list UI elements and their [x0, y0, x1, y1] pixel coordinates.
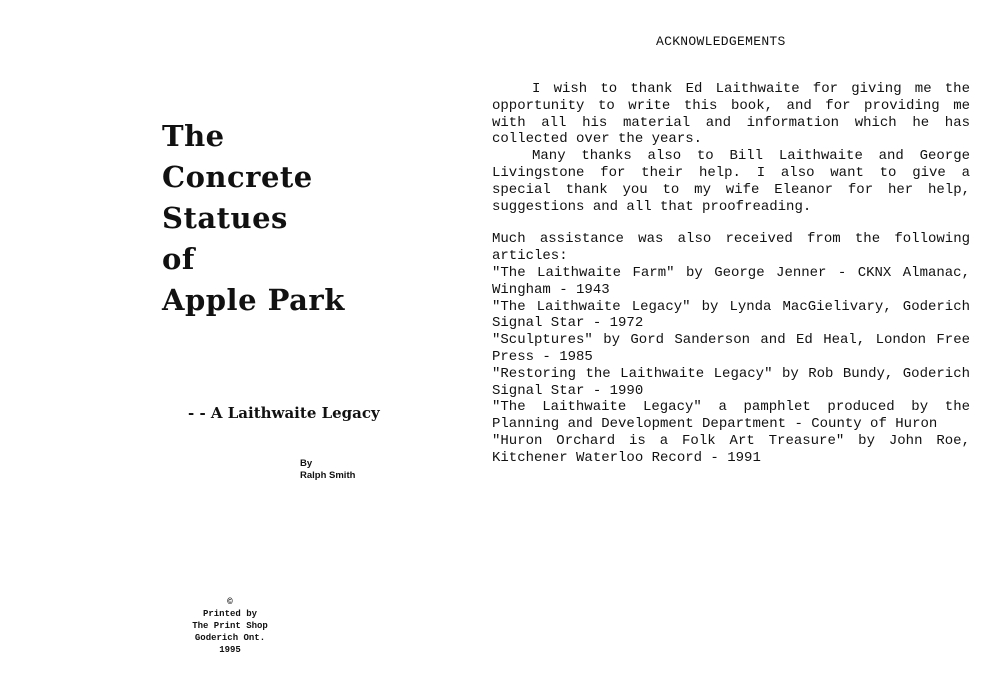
- title-line: Apple Park: [162, 283, 345, 317]
- article-citation: "Sculptures" by Gord Sanderson and Ed Heal, London Free Press - 1985: [492, 332, 970, 365]
- article-citation: "Huron Orchard is a Folk Art Treasure" by John Roe, Kitchener Waterloo Record - 1991: [492, 432, 970, 466]
- print-year: 1995: [219, 645, 241, 655]
- printed-by-label: Printed by: [202, 609, 257, 619]
- title-line: Concrete: [162, 160, 313, 194]
- cover-page: [0, 0, 470, 698]
- printer-name: The Print Shop: [192, 621, 268, 631]
- article-citation: "Restoring the Laithwaite Legacy" by Rob Bundy, Goderich Signal Star - 1990: [492, 365, 970, 399]
- book-subtitle: - - A Laithwaite Legacy: [188, 404, 380, 422]
- article-citation: "The Laithwaite Legacy" a pamphlet produced by the Planning and Development Department - County of Huron: [492, 399, 970, 433]
- thanks-paragraph: I wish to thank Ed Laithwaite for giving me the opportunity to write this book, and for providing me with all his material and information which he has collected over the years.: [492, 81, 970, 148]
- acknowledgements-body: [492, 81, 970, 467]
- author-name: Ralph Smith: [300, 470, 356, 481]
- printer-location: Goderich Ont.: [194, 633, 266, 643]
- title-line: The: [162, 119, 225, 153]
- title-line: Statues: [162, 201, 288, 235]
- author-byline: [300, 458, 355, 482]
- by-label: By: [300, 458, 313, 469]
- acknowledgements-page: [470, 0, 1000, 698]
- article-citation: "The Laithwaite Farm" by George Jenner - CKNX Almanac, Wingham - 1943: [492, 264, 970, 298]
- book-title: [162, 116, 345, 321]
- articles-intro: Much assistance was also received from the following articles:: [492, 231, 970, 265]
- copyright-symbol: ©: [227, 597, 233, 607]
- title-line: of: [162, 242, 195, 276]
- article-list: [492, 265, 970, 467]
- printer-info: [170, 596, 290, 656]
- thanks-paragraph: Many thanks also to Bill Laithwaite and George Livingstone for their help. I also want to give a special thank you to my wife Eleanor for her help, suggestions and all that proofreading.: [492, 148, 970, 215]
- acknowledgements-heading: ACKNOWLEDGEMENTS: [656, 34, 786, 49]
- article-citation: "The Laithwaite Legacy" by Lynda MacGielivary, Goderich Signal Star - 1972: [492, 298, 970, 332]
